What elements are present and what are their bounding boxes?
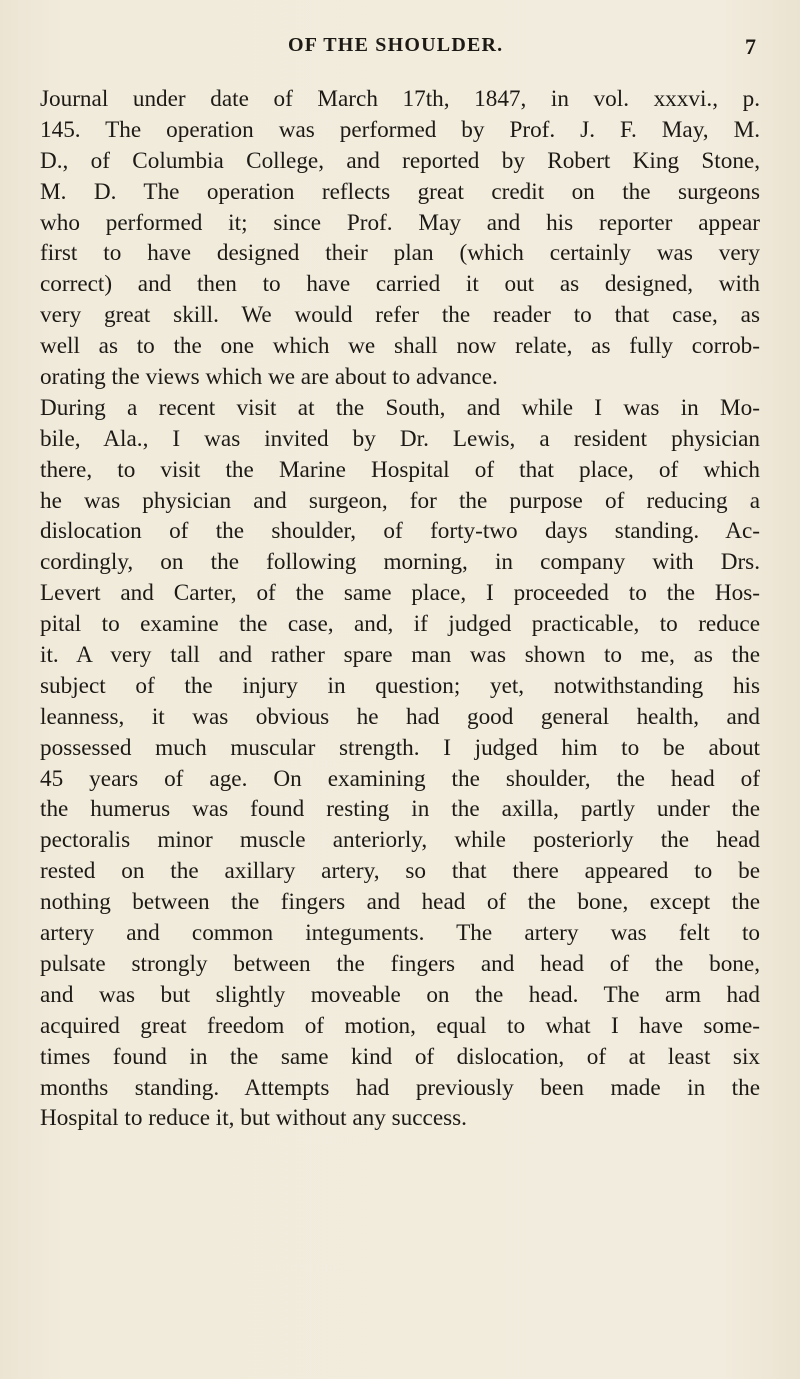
text-line: pital to examine the case, and, if judged practicable, to reduce bbox=[40, 611, 760, 638]
running-head bbox=[0, 34, 800, 64]
text-line: he was physician and surgeon, for the purpose of reducing a bbox=[40, 487, 760, 514]
text-line: rested on the axillary artery, so that there appeared to be bbox=[40, 858, 760, 885]
text-line: During a recent visit at the South, and while I was in Mo- bbox=[40, 394, 760, 421]
text-line: leanness, it was obvious he had good general health, and bbox=[40, 703, 760, 730]
body-text bbox=[40, 84, 760, 1134]
text-line: pectoralis minor muscle anteriorly, while posteriorly the head bbox=[40, 827, 760, 854]
text-line: times found in the same kind of dislocation, of at least six bbox=[40, 1043, 760, 1070]
text-line: D., of Columbia College, and reported by Robert King Stone, bbox=[40, 147, 760, 174]
page-number: 7 bbox=[745, 34, 756, 59]
text-line: Hospital to reduce it, but without any success. bbox=[40, 1105, 467, 1132]
text-line: correct) and then to have carried it out as designed, with bbox=[40, 271, 760, 298]
text-line: dislocation of the shoulder, of forty-two days standing. Ac- bbox=[40, 518, 760, 545]
text-line: 145. The operation was performed by Prof. J. F. May, M. bbox=[40, 116, 760, 143]
text-line: cordingly, on the following morning, in company with Drs. bbox=[40, 549, 760, 576]
text-line: well as to the one which we shall now relate, as fully corrob- bbox=[40, 333, 760, 360]
text-line: M. D. The operation reflects great credit on the surgeons bbox=[40, 178, 760, 205]
text-line: acquired great freedom of motion, equal to what I have some- bbox=[40, 1012, 760, 1039]
text-line: Journal under date of March 17th, 1847, in vol. xxxvi., p. bbox=[40, 86, 760, 112]
text-line: pulsate strongly between the fingers and head of the bone, bbox=[40, 950, 760, 977]
text-line: Levert and Carter, of the same place, I proceeded to the Hos- bbox=[40, 580, 760, 607]
text-line: 45 years of age. On examining the shoulder, the head of bbox=[40, 765, 760, 792]
text-line: months standing. Attempts had previously been made in the bbox=[40, 1074, 760, 1101]
text-line: artery and common integuments. The artery was felt to bbox=[40, 920, 760, 947]
text-line: first to have designed their plan (which certainly was very bbox=[40, 240, 760, 267]
text-line: possessed much muscular strength. I judged him to be about bbox=[40, 734, 760, 761]
text-line: bile, Ala., I was invited by Dr. Lewis, a resident physician bbox=[40, 425, 760, 452]
text-line: subject of the injury in question; yet, notwithstanding his bbox=[40, 672, 760, 699]
text-line: the humerus was found resting in the axilla, partly under the bbox=[40, 796, 760, 823]
text-line: it. A very tall and rather spare man was shown to me, as the bbox=[40, 642, 760, 669]
text-line: there, to visit the Marine Hospital of that place, of which bbox=[40, 456, 760, 483]
text-line: who performed it; since Prof. May and his reporter appear bbox=[40, 209, 760, 236]
text-line: and was but slightly moveable on the head. The arm had bbox=[40, 981, 760, 1008]
running-head-title: OF THE SHOULDER. bbox=[288, 34, 504, 56]
text-line: very great skill. We would refer the reader to that case, as bbox=[40, 302, 760, 329]
text-line: nothing between the fingers and head of the bone, except the bbox=[40, 889, 760, 916]
text-line: orating the views which we are about to advance. bbox=[40, 364, 498, 391]
